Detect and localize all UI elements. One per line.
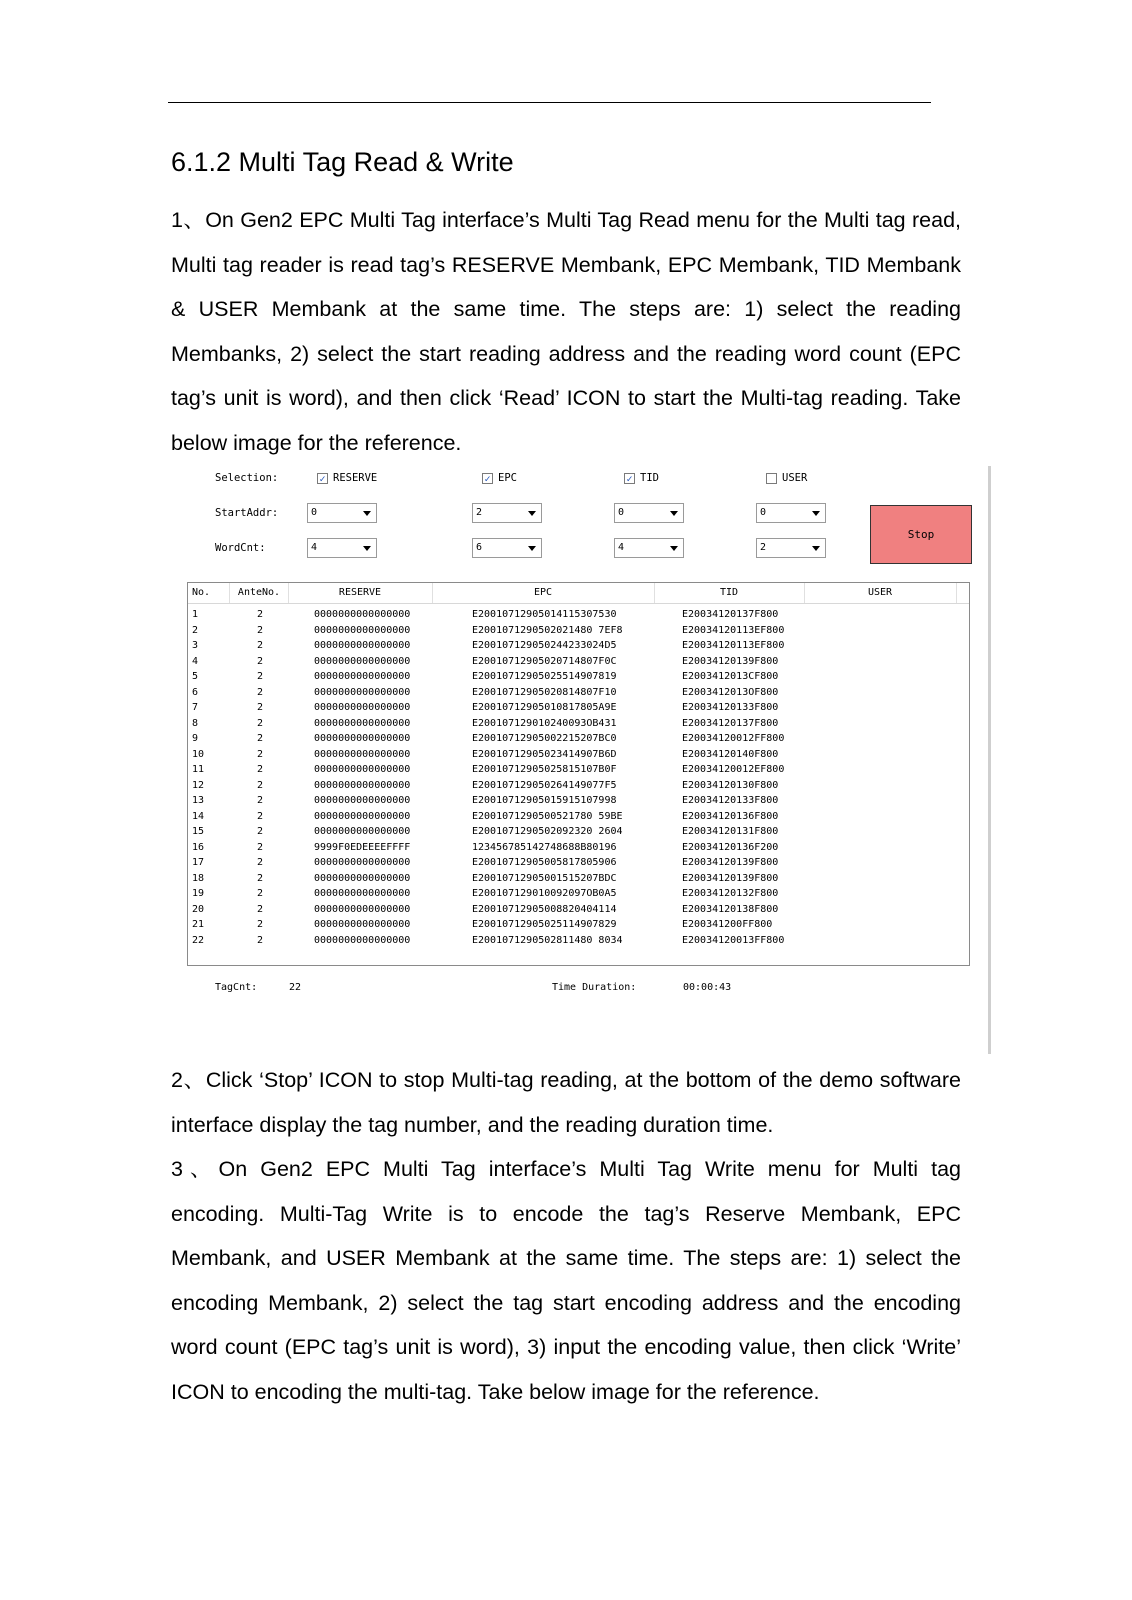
reserve-checkbox-label: RESERVE — [333, 472, 378, 484]
column-header-user[interactable]: USER — [804, 583, 957, 603]
table-cell-tid: E20034120133F800 — [682, 702, 779, 713]
table-cell-reserve: 0000000000000000 — [314, 624, 411, 636]
table-cell-anteno: 2 — [257, 686, 264, 698]
column-header-epc[interactable]: EPC — [432, 583, 655, 603]
tid-startaddr-select[interactable]: 0 — [614, 503, 684, 523]
dropdown-arrow-icon — [528, 546, 536, 551]
table-cell-tid: E20034120140F800 — [682, 748, 779, 760]
column-header-reserve[interactable]: RESERVE — [288, 583, 433, 603]
table-row[interactable] — [188, 886, 969, 902]
table-cell-epc: E200107129010092097OB0A5 — [472, 888, 617, 899]
table-cell-epc: E20010712905025815107B0F — [472, 764, 617, 775]
table-cell-anteno: 2 — [257, 795, 264, 806]
table-cell-epc: E2001071290502092320 2604 — [472, 826, 623, 837]
table-cell-no: 7 — [192, 702, 199, 713]
dropdown-arrow-icon — [363, 511, 371, 516]
duration-label: Time Duration: — [552, 982, 637, 993]
table-cell-no: 18 — [192, 872, 205, 884]
table-cell-anteno: 2 — [257, 826, 264, 837]
table-row[interactable] — [188, 871, 969, 887]
user-checkbox[interactable] — [766, 472, 807, 484]
table-cell-epc: 123456785142748688B80196 — [472, 841, 617, 853]
table-cell-reserve: 0000000000000000 — [314, 779, 411, 791]
startaddr-label: StartAddr: — [215, 507, 279, 519]
table-cell-reserve: 0000000000000000 — [314, 810, 411, 822]
tid-wordcnt-select[interactable]: 4 — [614, 538, 684, 558]
table-cell-epc: E200107129010240093OB431 — [472, 717, 617, 729]
table-cell-tid: E20034120113EF800 — [682, 624, 785, 636]
paragraph-stop-instructions: 2、Click ‘Stop’ ICON to stop Multi-tag reading, at the bottom of the demo software interface display the tag number, and the reading duration time. — [171, 1068, 961, 1137]
table-cell-anteno: 2 — [257, 748, 264, 760]
table-cell-reserve: 0000000000000000 — [314, 919, 411, 930]
paragraph-write-instructions: 3、On Gen2 EPC Multi Tag interface’s Multi Tag Write menu for Multi tag encoding. Multi-Tag Write is to encode the tag’s Reserve Membank, EPC Membank, and USER Membank at the same time. The steps are: 1) select the encoding Membank, 2) select the tag start encoding address and the encoding word count (EPC tag’s unit is word), 3) input the encoding value, then click ‘Write’ ICON to encoding the multi-tag. Take below image for the reference. — [171, 1157, 961, 1404]
table-cell-no: 9 — [192, 733, 199, 744]
table-cell-reserve: 0000000000000000 — [314, 934, 411, 946]
table-cell-no: 21 — [192, 919, 205, 930]
tag-results-table — [187, 582, 970, 966]
tagcnt-label: TagCnt: — [215, 982, 258, 993]
table-cell-epc: E20010712905010817805A9E — [472, 702, 617, 713]
table-row[interactable] — [188, 654, 969, 670]
table-cell-epc: E20010712905008820404114 — [472, 903, 617, 915]
table-cell-no: 14 — [192, 810, 205, 822]
dropdown-arrow-icon — [812, 511, 820, 516]
table-cell-no: 16 — [192, 841, 205, 853]
table-cell-tid: E20034120136F800 — [682, 810, 779, 822]
table-cell-anteno: 2 — [257, 671, 264, 682]
table-row[interactable] — [188, 638, 969, 654]
table-cell-reserve: 0000000000000000 — [314, 671, 411, 682]
table-cell-no: 6 — [192, 686, 199, 698]
epc-startaddr-select[interactable]: 2 — [472, 503, 542, 523]
table-cell-no: 20 — [192, 903, 205, 915]
epc-checkbox-label: EPC — [498, 472, 517, 484]
table-cell-anteno: 2 — [257, 702, 264, 713]
table-cell-reserve: 0000000000000000 — [314, 903, 411, 915]
tagcnt-value: 22 — [289, 982, 302, 993]
column-header-tid[interactable]: TID — [654, 583, 805, 603]
table-cell-no: 17 — [192, 857, 205, 868]
table-header — [188, 583, 969, 604]
table-row[interactable] — [188, 700, 969, 716]
table-cell-reserve: 0000000000000000 — [314, 888, 411, 899]
multi-tag-read-screenshot — [171, 466, 991, 1054]
table-cell-tid: E20034120139F800 — [682, 857, 779, 868]
table-row[interactable] — [188, 933, 969, 949]
table-row[interactable] — [188, 840, 969, 856]
dropdown-arrow-icon — [670, 511, 678, 516]
table-cell-tid: E20034120132F800 — [682, 888, 779, 899]
table-cell-no: 3 — [192, 640, 199, 651]
dropdown-arrow-icon — [670, 546, 678, 551]
checkmark-icon: ✓ — [317, 473, 328, 484]
table-cell-reserve: 0000000000000000 — [314, 795, 411, 806]
table-cell-reserve: 9999F0EDEEEEFFFF — [314, 841, 411, 853]
table-row[interactable] — [188, 685, 969, 701]
table-cell-reserve: 0000000000000000 — [314, 609, 411, 620]
table-row[interactable] — [188, 607, 969, 623]
table-cell-anteno: 2 — [257, 810, 264, 822]
table-row[interactable] — [188, 793, 969, 809]
column-header-no[interactable]: No. — [188, 583, 230, 603]
stop-button[interactable]: Stop — [870, 505, 972, 564]
table-cell-tid: E20034120139F800 — [682, 655, 779, 667]
table-cell-no: 4 — [192, 655, 199, 667]
epc-checkbox[interactable] — [482, 472, 517, 484]
table-cell-anteno: 2 — [257, 764, 264, 775]
table-cell-anteno: 2 — [257, 841, 264, 853]
table-cell-no: 22 — [192, 934, 205, 946]
table-cell-anteno: 2 — [257, 903, 264, 915]
table-cell-epc: E20010712905002215207BC0 — [472, 733, 617, 744]
table-cell-reserve: 0000000000000000 — [314, 748, 411, 760]
table-cell-no: 15 — [192, 826, 205, 837]
user-checkbox-label: USER — [782, 472, 808, 484]
table-cell-epc: E20010712905005817805906 — [472, 857, 617, 868]
reserve-checkbox[interactable] — [317, 472, 377, 484]
table-cell-no: 2 — [192, 624, 199, 636]
tid-checkbox-label: TID — [640, 472, 659, 484]
table-cell-tid: E20034120012EF800 — [682, 764, 785, 775]
table-cell-tid: E20034120139F800 — [682, 872, 779, 884]
table-cell-epc: E20010712905015915107998 — [472, 795, 617, 806]
reserve-wordcnt-select[interactable]: 4 — [307, 538, 377, 558]
duration-value: 00:00:43 — [683, 982, 732, 993]
table-cell-anteno: 2 — [257, 888, 264, 899]
table-cell-reserve: 0000000000000000 — [314, 686, 411, 698]
table-cell-tid: E20034120130F800 — [682, 779, 779, 791]
table-cell-tid: E2003412013CF800 — [682, 671, 779, 682]
table-cell-reserve: 0000000000000000 — [314, 826, 411, 837]
table-cell-tid: E20034120137F800 — [682, 717, 779, 729]
wordcnt-label: WordCnt: — [215, 542, 266, 554]
tid-checkbox[interactable] — [624, 472, 659, 484]
paragraph-read-instructions: 1、On Gen2 EPC Multi Tag interface’s Multi Tag Read menu for the Multi tag read, Multi tag reader is read tag’s RESERVE Membank, EPC Membank, TID Membank & USER Membank at the same time. The steps are: 1) select the reading Membanks, 2) select the start reading address and the reading word count (EPC tag’s unit is word), and then click ‘Read’ ICON to start the Multi-tag reading. Take below image for the reference. — [171, 208, 961, 455]
table-cell-reserve: 0000000000000000 — [314, 872, 411, 884]
table-cell-tid: E200341200FF800 — [682, 919, 773, 930]
table-row[interactable] — [188, 731, 969, 747]
table-cell-epc: E20010712905020814807F10 — [472, 686, 617, 698]
table-row[interactable] — [188, 902, 969, 918]
table-cell-epc: E200107129050244233024D5 — [472, 640, 617, 651]
table-cell-anteno: 2 — [257, 655, 264, 667]
table-cell-epc: E2001071290500521780 59BE — [472, 810, 623, 822]
table-cell-reserve: 0000000000000000 — [314, 733, 411, 744]
table-cell-anteno: 2 — [257, 624, 264, 636]
table-cell-tid: E2003412013OF800 — [682, 686, 779, 698]
epc-wordcnt-select[interactable]: 6 — [472, 538, 542, 558]
table-cell-reserve: 0000000000000000 — [314, 717, 411, 729]
table-cell-epc: E20010712905023414907B6D — [472, 748, 617, 760]
table-cell-no: 10 — [192, 748, 205, 760]
table-cell-epc: E2001071290502811480 8034 — [472, 934, 623, 946]
dropdown-arrow-icon — [812, 546, 820, 551]
table-cell-epc: E20010712905025514907819 — [472, 671, 617, 682]
table-cell-epc: E2001071290502021480 7EF8 — [472, 624, 623, 636]
selection-label: Selection: — [215, 472, 279, 484]
table-row[interactable] — [188, 778, 969, 794]
table-row[interactable] — [188, 762, 969, 778]
column-header-anteno[interactable]: AnteNo. — [230, 583, 289, 603]
header-rule — [168, 102, 931, 103]
table-row[interactable] — [188, 716, 969, 732]
table-cell-tid: E20034120131F800 — [682, 826, 779, 837]
table-cell-tid: E20034120113EF800 — [682, 640, 785, 651]
checkmark-icon: ✓ — [624, 473, 635, 484]
dropdown-arrow-icon — [528, 511, 536, 516]
table-cell-epc: E20010712905025114907829 — [472, 919, 617, 930]
table-row[interactable] — [188, 824, 969, 840]
table-row[interactable] — [188, 917, 969, 933]
table-cell-anteno: 2 — [257, 733, 264, 744]
table-cell-reserve: 0000000000000000 — [314, 640, 411, 651]
empty-checkbox-icon — [766, 473, 777, 484]
figure-border — [988, 466, 991, 1054]
table-cell-no: 13 — [192, 795, 205, 806]
table-row[interactable] — [188, 747, 969, 763]
table-cell-anteno: 2 — [257, 779, 264, 791]
table-cell-anteno: 2 — [257, 717, 264, 729]
table-cell-reserve: 0000000000000000 — [314, 702, 411, 713]
user-wordcnt-select[interactable]: 2 — [756, 538, 826, 558]
table-row[interactable] — [188, 623, 969, 639]
table-cell-no: 1 — [192, 609, 199, 620]
checkmark-icon: ✓ — [482, 473, 493, 484]
user-startaddr-select[interactable]: 0 — [756, 503, 826, 523]
table-cell-reserve: 0000000000000000 — [314, 655, 411, 667]
table-cell-tid: E20034120012FF800 — [682, 733, 785, 744]
table-cell-tid: E20034120133F800 — [682, 795, 779, 806]
table-cell-no: 8 — [192, 717, 199, 729]
table-cell-tid: E20034120138F800 — [682, 903, 779, 915]
table-row[interactable] — [188, 855, 969, 871]
dropdown-arrow-icon — [363, 546, 371, 551]
table-cell-epc: E20010712905020714807F0C — [472, 655, 617, 667]
reserve-startaddr-select[interactable]: 0 — [307, 503, 377, 523]
table-cell-anteno: 2 — [257, 934, 264, 946]
table-row[interactable] — [188, 669, 969, 685]
table-cell-tid: E20034120013FF800 — [682, 934, 785, 946]
table-cell-no: 12 — [192, 779, 205, 791]
table-cell-epc: E20010712905001515207BDC — [472, 872, 617, 884]
table-cell-anteno: 2 — [257, 872, 264, 884]
table-cell-epc: E20010712905014115307530 — [472, 609, 617, 620]
table-cell-no: 11 — [192, 764, 205, 775]
table-cell-epc: E200107129050264149077F5 — [472, 779, 617, 791]
table-cell-anteno: 2 — [257, 640, 264, 651]
table-cell-tid: E20034120137F800 — [682, 609, 779, 620]
table-row[interactable] — [188, 809, 969, 825]
table-cell-anteno: 2 — [257, 919, 264, 930]
table-cell-no: 19 — [192, 888, 205, 899]
table-cell-anteno: 2 — [257, 857, 264, 868]
table-cell-reserve: 0000000000000000 — [314, 764, 411, 775]
table-cell-tid: E20034120136F200 — [682, 841, 779, 853]
table-cell-no: 5 — [192, 671, 199, 682]
table-cell-anteno: 2 — [257, 609, 264, 620]
section-heading: 6.1.2 Multi Tag Read & Write — [171, 147, 514, 177]
table-cell-reserve: 0000000000000000 — [314, 857, 411, 868]
